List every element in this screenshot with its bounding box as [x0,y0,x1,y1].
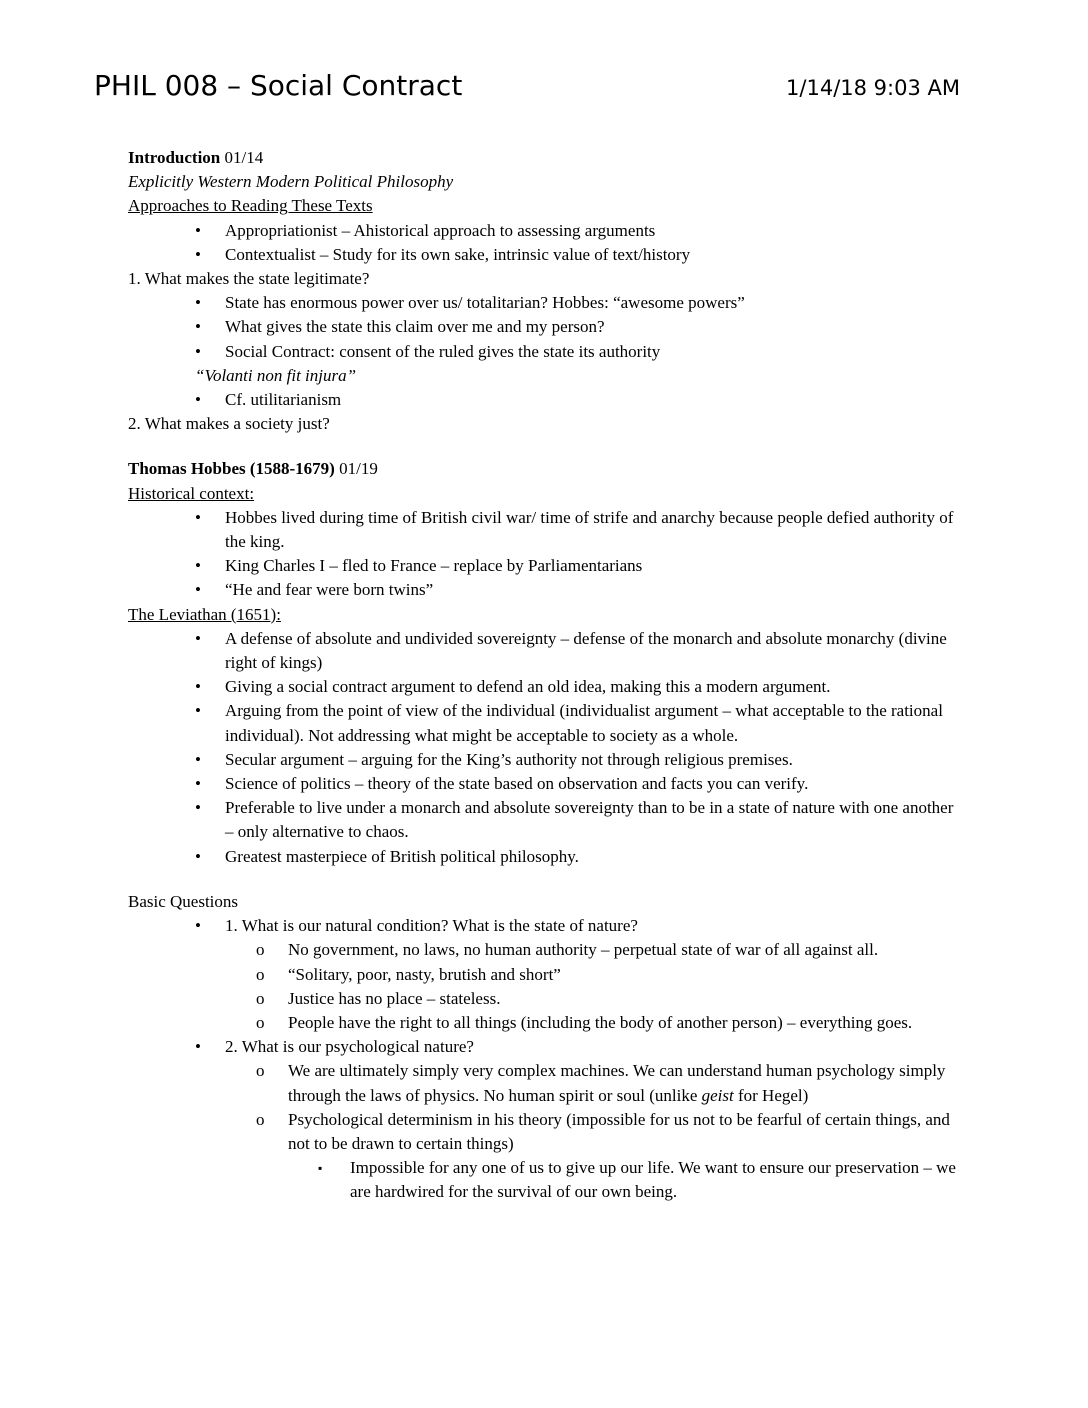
list-item-text: A defense of absolute and undivided sovereignty – defense of the monarch and absolute monarchy (divine right of kings) [225,628,947,673]
bullet-icon: • [195,774,201,794]
bullet-icon: • [195,628,201,648]
historical-context-heading-text: Historical context: [128,483,255,503]
list-item-text: Impossible for any one of us to give up our life. We want to ensure our preservation – we are hardwired for the survival of our own being. [350,1158,956,1202]
list-item-text: 2. What is our psychological nature? [225,1037,474,1057]
sub-list-item [128,938,964,962]
list-item [128,291,964,315]
list-item [128,748,964,772]
bullet-icon: • [195,220,201,240]
sub-list-item [128,1108,964,1156]
list-item-text: Greatest masterpiece of British political philosophy. [225,846,579,866]
list-item-text: Appropriationist – Ahistorical approach to assessing arguments [225,220,656,240]
bullet-icon: • [195,293,201,313]
list-item [128,554,964,578]
list-item-text: People have the right to all things (including the body of another person) – everything goes. [288,1012,913,1032]
bullet-icon: • [195,317,201,337]
list-item [128,578,964,602]
list-item-text [288,1061,945,1104]
list-item-text: “Solitary, poor, nasty, brutish and short” [288,964,561,984]
list-item-text: No government, no laws, no human authority – perpetual state of war of all against all. [288,940,879,960]
header-timestamp: 1/14/18 9:03 AM [786,76,960,100]
leviathan-heading-text: The Leviathan (1651): [128,604,281,624]
hobbes-heading [128,457,964,481]
sub-bullet-icon: o [256,1012,265,1032]
sub-bullet-icon: o [256,1061,265,1081]
sub-list-item [128,987,964,1011]
introduction-heading [128,146,964,170]
bullet-icon: • [195,244,201,264]
list-item-text: King Charles I – fled to France – replace by Parliamentarians [225,556,643,576]
bullet-icon: • [195,507,201,527]
list-item [128,699,964,747]
sub-bullet-icon: o [256,940,265,960]
list-item-text: State has enormous power over us/ totalitarian? Hobbes: “awesome powers” [225,293,745,313]
section-spacer [128,436,964,457]
introduction-heading-date: 01/14 [220,148,264,167]
list-item [128,914,964,938]
list-item [128,675,964,699]
sub-list-item [128,963,964,987]
list-item [128,388,964,412]
list-item-text: Hobbes lived during time of British civil war/ time of strife and anarchy because people defied authority of the king. [225,507,954,552]
list-item-text: “He and fear were born twins” [225,580,434,600]
square-bullet-icon: ▪ [318,1161,323,1176]
bullet-icon: • [195,580,201,600]
list-item [128,845,964,869]
bullet-icon: • [195,846,201,866]
list-item-text: What gives the state this claim over me and my person? [225,317,605,337]
bullet-icon: • [195,1037,201,1057]
list-item [128,772,964,796]
page-title: PHIL 008 – Social Contract [94,69,463,102]
bullet-icon: • [195,798,201,818]
sub-list-item [128,1011,964,1035]
sub-bullet-icon: o [256,964,265,984]
leviathan-heading [128,603,964,627]
bullet-icon: • [195,556,201,576]
approaches-heading: Approaches to Reading These Texts [128,196,373,216]
hobbes-heading-text: Thomas Hobbes (1588-1679) [128,459,335,479]
hobbes-heading-date: 01/19 [334,459,378,479]
bullet-icon: • [195,677,201,697]
list-item-text: Secular argument – arguing for the King’s authority not through religious premises. [225,749,793,769]
list-item-text: Giving a social contract argument to defend an old idea, making this a modern argument. [225,677,831,697]
list-item [128,243,964,267]
list-item-text: Social Contract: consent of the ruled gives the state its authority [225,341,661,361]
sub-list-item [128,1059,964,1107]
bullet-icon: • [195,749,201,769]
question-2: 2. What makes a society just? [128,414,330,434]
list-item-text: Contextualist – Study for its own sake, intrinsic value of text/history [225,244,691,264]
sub-sub-list-item [128,1156,964,1204]
list-item [128,796,964,844]
sub-bullet-icon: o [256,988,265,1008]
list-item-text: Science of politics – theory of the state based on observation and facts you can verify. [225,774,809,794]
bullet-icon: • [195,341,201,361]
question-1: 1. What makes the state legitimate? [128,269,370,289]
machines-text-before: We are ultimately simply very complex machines. We can understand human psychology simply through the laws of physics. No human spirit or soul (unlike [288,1061,946,1105]
list-item-text: Arguing from the point of view of the individual (individualist argument – what acceptable to the rational individual). Not addressing what might be acceptable to society as a whole. [225,701,943,745]
list-item-text: 1. What is our natural condition? What is the state of nature? [225,916,638,936]
bullet-icon: • [195,916,201,936]
introduction-heading-text: Introduction [128,148,221,167]
bullet-icon: • [195,701,201,721]
historical-context-heading [128,482,964,506]
list-item-text: Cf. utilitarianism [225,390,342,410]
list-item [128,219,964,243]
list-item [128,315,964,339]
list-item-text: Justice has no place – stateless. [288,988,501,1008]
section-spacer [128,869,964,890]
latin-quote: “Volanti non fit injura” [195,365,357,385]
bullet-icon: • [195,390,201,410]
list-item-text: Preferable to live under a monarch and absolute sovereignty than to be in a state of nature with one another – only alternative to chaos. [225,798,954,842]
basic-questions-heading: Basic Questions [128,891,239,911]
list-item-text: Psychological determinism in his theory (impossible for us not to be fearful of certain things, and not to be drawn to certain things) [288,1109,950,1153]
list-item [128,627,964,675]
list-item [128,1035,964,1059]
machines-text-italic: geist [701,1085,734,1105]
sub-bullet-icon: o [256,1109,265,1129]
introduction-subtitle: Explicitly Western Modern Political Philosophy [128,172,454,192]
list-item [128,340,964,364]
machines-text-after: for Hegel) [733,1085,809,1105]
notes-body [128,146,964,1205]
list-item [128,506,964,554]
